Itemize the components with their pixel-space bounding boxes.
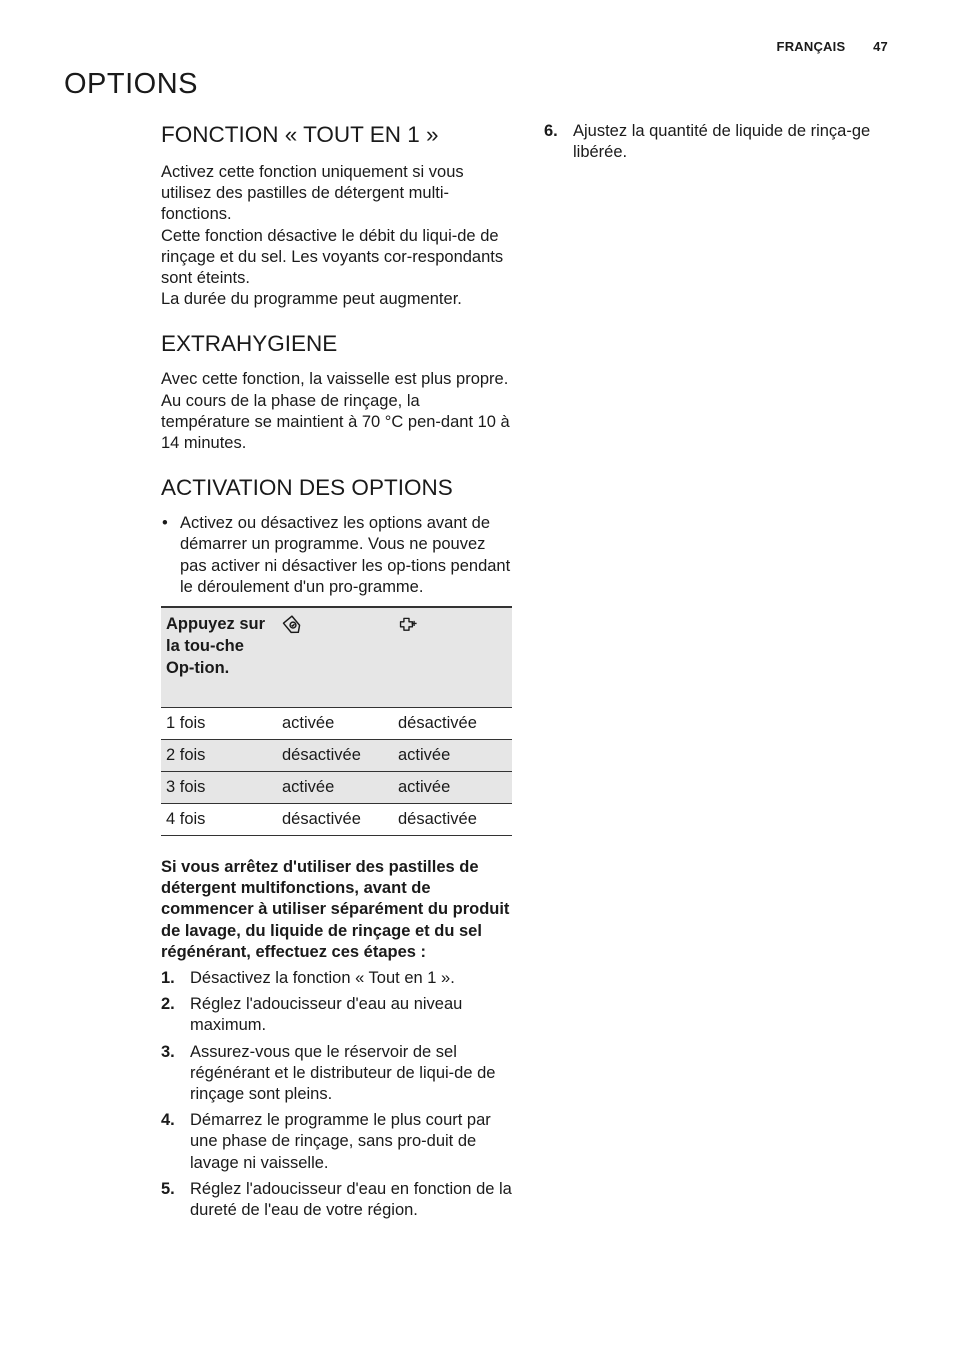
step-text: Démarrez le programme le plus court par une phase de rinçage, sans pro-duit de lavage ni vaisselle. — [190, 1111, 491, 1172]
table-cell: désactivée — [277, 740, 393, 772]
step-text: Réglez l'adoucisseur d'eau en fonction de la dureté de l'eau de votre région. — [190, 1179, 512, 1220]
step-item — [161, 1042, 513, 1106]
paragraph: Cette fonction désactive le débit du liqui-de de rinçage et du sel. Les voyants cor-respondants sont éteints. — [161, 226, 504, 288]
paragraph: Activez cette fonction uniquement si vous utilisez des pastilles de détergent multi-fonctions. — [161, 163, 464, 224]
tout-en-1-icon — [282, 615, 304, 637]
step-item — [544, 121, 896, 163]
section-title-extrahygiene: EXTRAHYGIENE — [161, 331, 338, 357]
extrahygiene-icon — [398, 615, 420, 637]
paragraph: Avec cette fonction, la vaisselle est plus propre. Au cours de la phase de rinçage, la température se maintient à 70 °C pen-dant 10 à 14 minutes. — [161, 370, 510, 453]
step-number: 2. — [161, 995, 175, 1014]
page-header — [777, 39, 888, 54]
table-row — [161, 804, 512, 836]
step-text: Réglez l'adoucisseur d'eau au niveau maximum. — [190, 995, 463, 1035]
right-column — [544, 121, 896, 168]
table-row — [161, 708, 512, 740]
step-text: Ajustez la quantité de liquide de rinça-ge libérée. — [573, 122, 871, 162]
steps-list — [161, 968, 513, 1221]
table-row — [161, 772, 512, 804]
table-cell: activée — [393, 740, 512, 772]
step-item — [161, 968, 513, 989]
table-cell: désactivée — [393, 708, 512, 740]
table-cell: 3 fois — [161, 772, 277, 804]
left-column — [161, 120, 513, 1226]
table-cell: activée — [277, 708, 393, 740]
list-item: • Activez ou désactivez les options avant de démarrer un programme. Vous ne pouvez pas activer ni désactiver les op-tions pendant le déroulement d'un pro-gramme. — [161, 513, 513, 598]
step-number: 4. — [161, 1111, 175, 1130]
table-cell: activée — [393, 772, 512, 804]
table-header-row — [161, 607, 512, 708]
step-number: 1. — [161, 969, 175, 988]
table-row — [161, 740, 512, 772]
header-language: FRANÇAIS — [776, 39, 846, 54]
table-cell: désactivée — [393, 804, 512, 836]
step-item — [161, 1110, 513, 1174]
paragraph: La durée du programme peut augmenter. — [161, 290, 462, 309]
step-item — [161, 994, 513, 1036]
bullet-list — [161, 513, 513, 598]
step-text: Désactivez la fonction « Tout en 1 ». — [190, 969, 455, 988]
table-cell: 2 fois — [161, 740, 277, 772]
table-cell: activée — [277, 772, 393, 804]
step-number: 5. — [161, 1179, 175, 1198]
options-table — [161, 606, 512, 836]
section-body-tout-en-1 — [161, 162, 513, 310]
step-text: Assurez-vous que le réservoir de sel régénérant et le distributeur de liqui-de de rinçage sont pleins. — [190, 1042, 496, 1104]
section-title-activation: ACTIVATION DES OPTIONS — [161, 475, 453, 501]
warning-text: Si vous arrêtez d'utiliser des pastilles de détergent multifonctions, avant de commencer à utiliser séparément du produit de lavage, du liquide de rinçage et du sel régénérant, effectuez ces étapes : — [161, 858, 510, 961]
table-cell: 4 fois — [161, 804, 277, 836]
step-number: 3. — [161, 1042, 175, 1061]
step-number: 6. — [544, 122, 558, 140]
table-cell: 1 fois — [161, 708, 277, 740]
table-cell: désactivée — [277, 804, 393, 836]
steps-list-continued — [544, 121, 896, 163]
section-title-tout-en-1: FONCTION « TOUT EN 1 » — [161, 122, 439, 147]
page-number: 47 — [873, 39, 888, 54]
step-item — [161, 1179, 513, 1221]
page-title: OPTIONS — [64, 68, 199, 100]
table-header-label: Appuyez sur la tou-che Op-tion. — [161, 607, 277, 708]
